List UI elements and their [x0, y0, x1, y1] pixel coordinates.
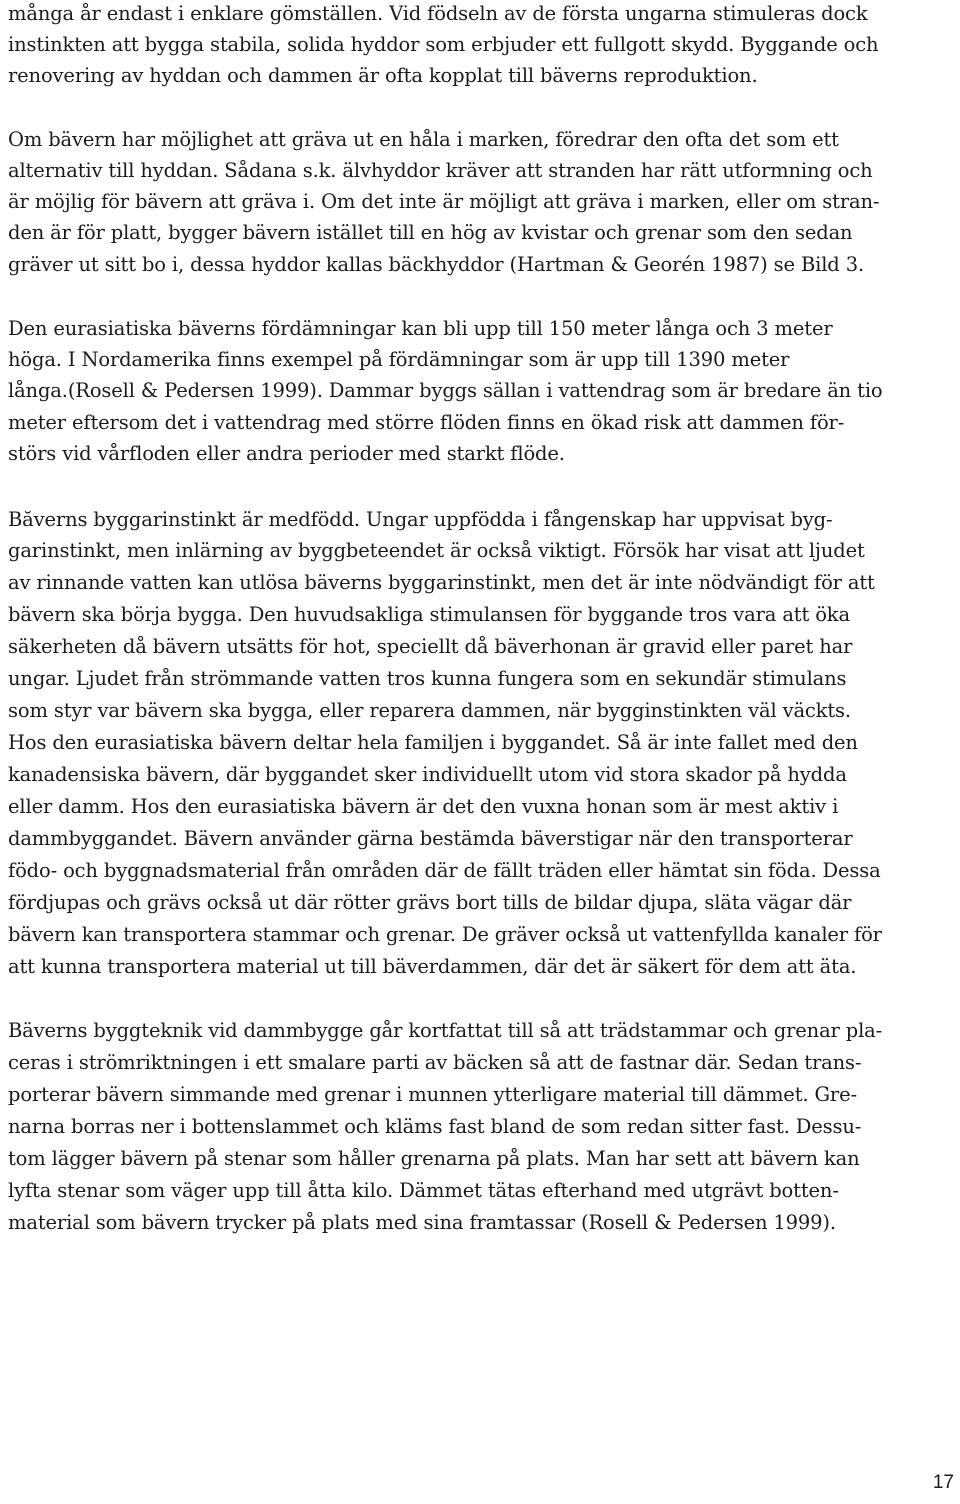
text-line: ungar. Ljudet från strömmande vatten tros kunna fungera som en sekundär stimulans: [8, 667, 847, 690]
text-line: tom lägger bävern på stenar som håller grenarna på plats. Man har sett att bävern kan: [8, 1147, 860, 1170]
text-line: störs vid vårfloden eller andra perioder med starkt flöde.: [8, 442, 565, 465]
text-line: narna borras ner i bottenslammet och kläms fast bland de som redan sitter fast. Dessu-: [8, 1115, 862, 1138]
text-line: porterar bävern simmande med grenar i munnen ytterligare material till dämmet. Gre-: [8, 1083, 857, 1106]
text-line: Den eurasiatiska bäverns fördämningar kan bli upp till 150 meter långa och 3 meter: [8, 317, 833, 340]
text-line: säkerheten då bävern utsätts för hot, speciellt då bäverhonan är gravid eller paret har: [8, 635, 853, 658]
text-line: dammbyggandet. Bävern använder gärna bestämda bäverstigar när den transporterar: [8, 827, 853, 850]
text-line: bävern kan transportera stammar och grenar. De gräver också ut vattenfyllda kanaler för: [8, 923, 882, 946]
text-line: är möjlig för bävern att gräva i. Om det inte är möjligt att gräva i marken, eller om stran-: [8, 190, 880, 213]
text-line: födo- och byggnadsmaterial från områden där de fällt träden eller hämtat sin föda. Dessa: [8, 859, 881, 882]
text-line: långa.(Rosell & Pedersen 1999). Dammar byggs sällan i vattendrag som är bredare än tio: [8, 379, 883, 402]
text-line: ceras i strömriktningen i ett smalare parti av bäcken så att de fastnar där. Sedan trans-: [8, 1051, 862, 1074]
text-line: lyfta stenar som väger upp till åtta kilo. Dämmet tätas efterhand med utgrävt botten-: [8, 1179, 839, 1202]
text-line: höga. I Nordamerika finns exempel på fördämningar som är upp till 1390 meter: [8, 348, 790, 371]
text-line: Om bävern har möjlighet att gräva ut en håla i marken, föredrar den ofta det som ett: [8, 128, 839, 151]
text-line: meter eftersom det i vattendrag med större flöden finns en ökad risk att dammen för-: [8, 411, 845, 434]
text-line: av rinnande vatten kan utlösa bäverns byggarinstinkt, men det är inte nödvändigt för att: [8, 571, 875, 594]
text-line: eller damm. Hos den eurasiatiska bävern är det den vuxna honan som är mest aktiv i: [8, 795, 839, 818]
text-line: gräver ut sitt bo i, dessa hyddor kallas bäckhyddor (Hartman & Georén 1987) se Bild 3.: [8, 253, 864, 276]
text-line: att kunna transportera material ut till bäverdammen, där det är säkert för dem att äta.: [8, 955, 857, 978]
text-line: många år endast i enklare gömställen. Vid födseln av de första ungarna stimuleras dock: [8, 2, 868, 25]
text-line: alternativ till hyddan. Sådana s.k. älvhyddor kräver att stranden har rätt utformning och: [8, 159, 873, 182]
text-line: som styr var bävern ska bygga, eller reparera dammen, när bygginstinkten väl väckts.: [8, 699, 851, 722]
text-line: instinkten att bygga stabila, solida hyddor som erbjuder ett fullgott skydd. Byggande och: [8, 33, 879, 56]
text-line: Hos den eurasiatiska bävern deltar hela familjen i byggandet. Så är inte fallet med den: [8, 731, 858, 754]
text-line: kanadensiska bävern, där byggandet sker individuellt utom vid stora skador på hydda: [8, 763, 847, 786]
text-line: fördjupas och grävs också ut där rötter grävs bort tills de bildar djupa, släta vägar där: [8, 891, 852, 914]
page-number: 17: [932, 1472, 954, 1493]
text-line: Bäverns byggteknik vid dammbygge går kortfattat till så att trädstammar och grenar pla-: [8, 1019, 883, 1042]
text-line: bävern ska börja bygga. Den huvudsakliga stimulansen för byggande tros vara att öka: [8, 603, 850, 626]
text-line: renovering av hyddan och dammen är ofta kopplat till bäverns reproduktion.: [8, 64, 758, 87]
text-line: material som bävern trycker på plats med sina framtassar (Rosell & Pedersen 1999).: [8, 1211, 836, 1234]
text-line: den är för platt, bygger bävern istället till en hög av kvistar och grenar som den sedan: [8, 221, 853, 244]
text-line: garinstinkt, men inlärning av byggbeteendet är också viktigt. Försök har visat att ljudet: [8, 539, 865, 562]
text-line: Băverns byggarinstinkt är medfödd. Ungar uppfödda i fångenskap har uppvisat byg-: [8, 508, 833, 531]
